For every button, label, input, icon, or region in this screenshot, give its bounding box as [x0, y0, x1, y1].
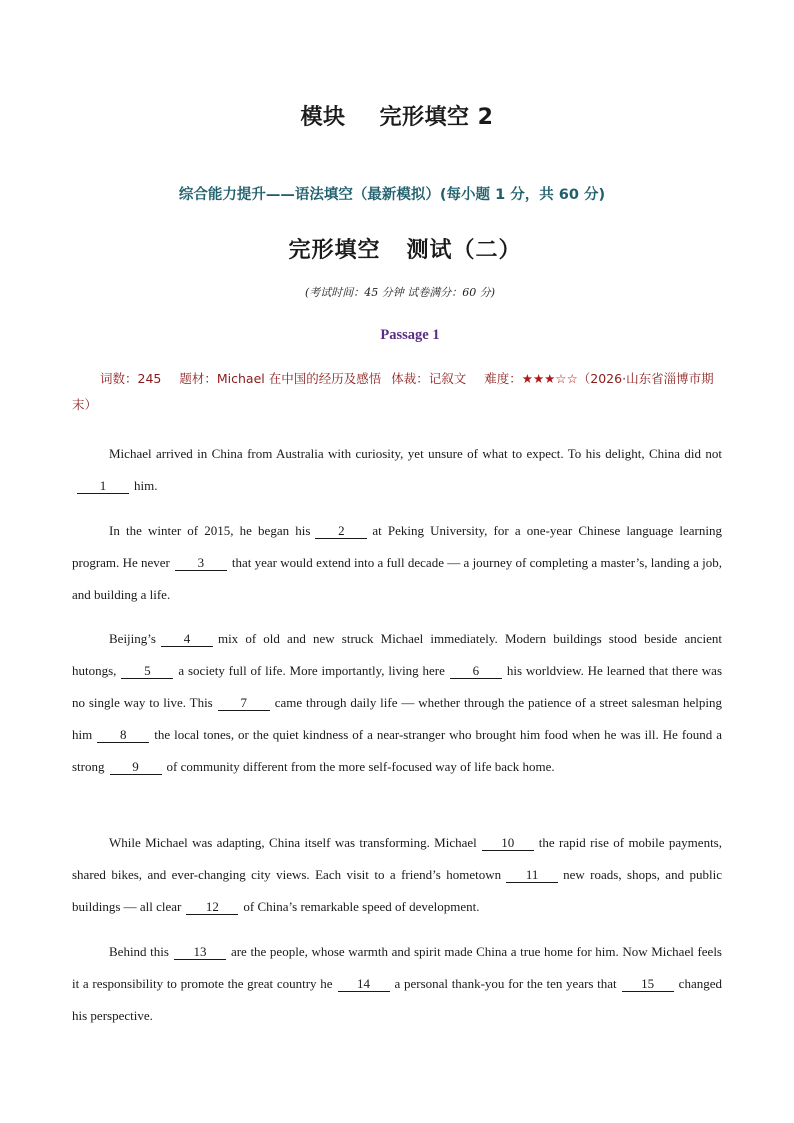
text-run: are the people, whose warmth and spirit made China a true home for him. Now Michael feels it a responsibility to promote the great country he [72, 944, 722, 991]
text-run: a personal thank-you for the ten years that [394, 976, 617, 991]
text-run: Beijing’s [109, 631, 156, 646]
text-run: him. [134, 478, 158, 493]
paragraph-4 [72, 827, 722, 923]
blank-4[interactable]: 4 [161, 631, 213, 647]
blank-15[interactable]: 15 [622, 976, 674, 992]
section-subtitle: 综合能力提升——语法填空（最新模拟）(每小题 1 分，共 60 分) [178, 187, 606, 203]
text-run: his worldview. He learned that there was no single way to live. This [72, 663, 723, 710]
text-run: came through daily life — whether through the patience of a street salesman helping him [72, 695, 722, 742]
blank-9[interactable]: 9 [110, 759, 162, 775]
difficulty-stars: ★★★☆☆ [521, 371, 578, 386]
word-count: 词数：245 [100, 371, 162, 386]
blank-10[interactable]: 10 [482, 835, 534, 851]
text-run: changed his perspective. [72, 976, 722, 1023]
passage-label: Passage 1 [380, 327, 440, 343]
paragraph-3 [72, 623, 722, 783]
module-name: 完形填空 2 [379, 105, 494, 130]
source-line2: 淄博市期末） [72, 371, 714, 412]
text-run: While Michael was adapting, China itself was transforming. Michael [109, 835, 477, 850]
paragraph-5 [72, 936, 722, 1032]
test-title [0, 233, 794, 264]
module-label: 模块 [300, 105, 346, 130]
genre: 体裁：记叙文 [391, 371, 467, 386]
text-run: the rapid rise of mobile payments, shared bikes, and ever-changing city views. Each visit to a friend’s hometown [72, 835, 722, 882]
blank-14[interactable]: 14 [338, 976, 390, 992]
text-run: of China’s remarkable speed of development. [243, 899, 480, 914]
text-run: new roads, shops, and public buildings — all clear [72, 867, 722, 914]
topic: 题材：Michael 在中国的经历及感悟 [179, 371, 382, 386]
blank-11[interactable]: 11 [506, 867, 558, 883]
blank-3[interactable]: 3 [175, 555, 227, 571]
paragraph-1 [72, 438, 722, 502]
blank-6[interactable]: 6 [450, 663, 502, 679]
text-run: the local tones, or the quiet kindness of a near-stranger who brought him food when he was ill. He found a strong [72, 727, 722, 774]
passage-meta [72, 366, 724, 418]
source-line1: （2026·山东省 [577, 371, 664, 386]
blank-2[interactable]: 2 [315, 523, 367, 539]
text-run: that year would extend into a full decade — a journey of completing a master’s, landing a job, and building a life. [72, 555, 722, 602]
blank-5[interactable]: 5 [121, 663, 173, 679]
text-run: In the winter of 2015, he began his [109, 523, 311, 538]
test-title-number: 测试（二） [406, 238, 522, 263]
text-run: Michael arrived in China from Australia with curiosity, yet unsure of what to expect. To his delight, China did not [109, 446, 722, 461]
text-run: at Peking University, for a one-year Chinese language learning program. He never [72, 523, 722, 570]
blank-12[interactable]: 12 [186, 899, 238, 915]
blank-8[interactable]: 8 [97, 727, 149, 743]
blank-7[interactable]: 7 [218, 695, 270, 711]
module-title [0, 100, 794, 131]
blank-1[interactable]: 1 [77, 478, 129, 494]
text-run: Behind this [109, 944, 169, 959]
difficulty-label: 难度： [484, 371, 522, 386]
text-run: a society full of life. More importantly, living here [178, 663, 445, 678]
test-title-main: 完形填空 [288, 238, 381, 263]
text-run: mix of old and new struck Michael immediately. Modern buildings stood beside ancient hutongs, [72, 631, 722, 678]
text-run: of community different from the more self-focused way of life back home. [166, 759, 555, 774]
exam-info: (考试时间：45 分钟 试卷满分：60 分) [304, 286, 496, 299]
paragraph-2 [72, 515, 722, 611]
blank-13[interactable]: 13 [174, 944, 226, 960]
